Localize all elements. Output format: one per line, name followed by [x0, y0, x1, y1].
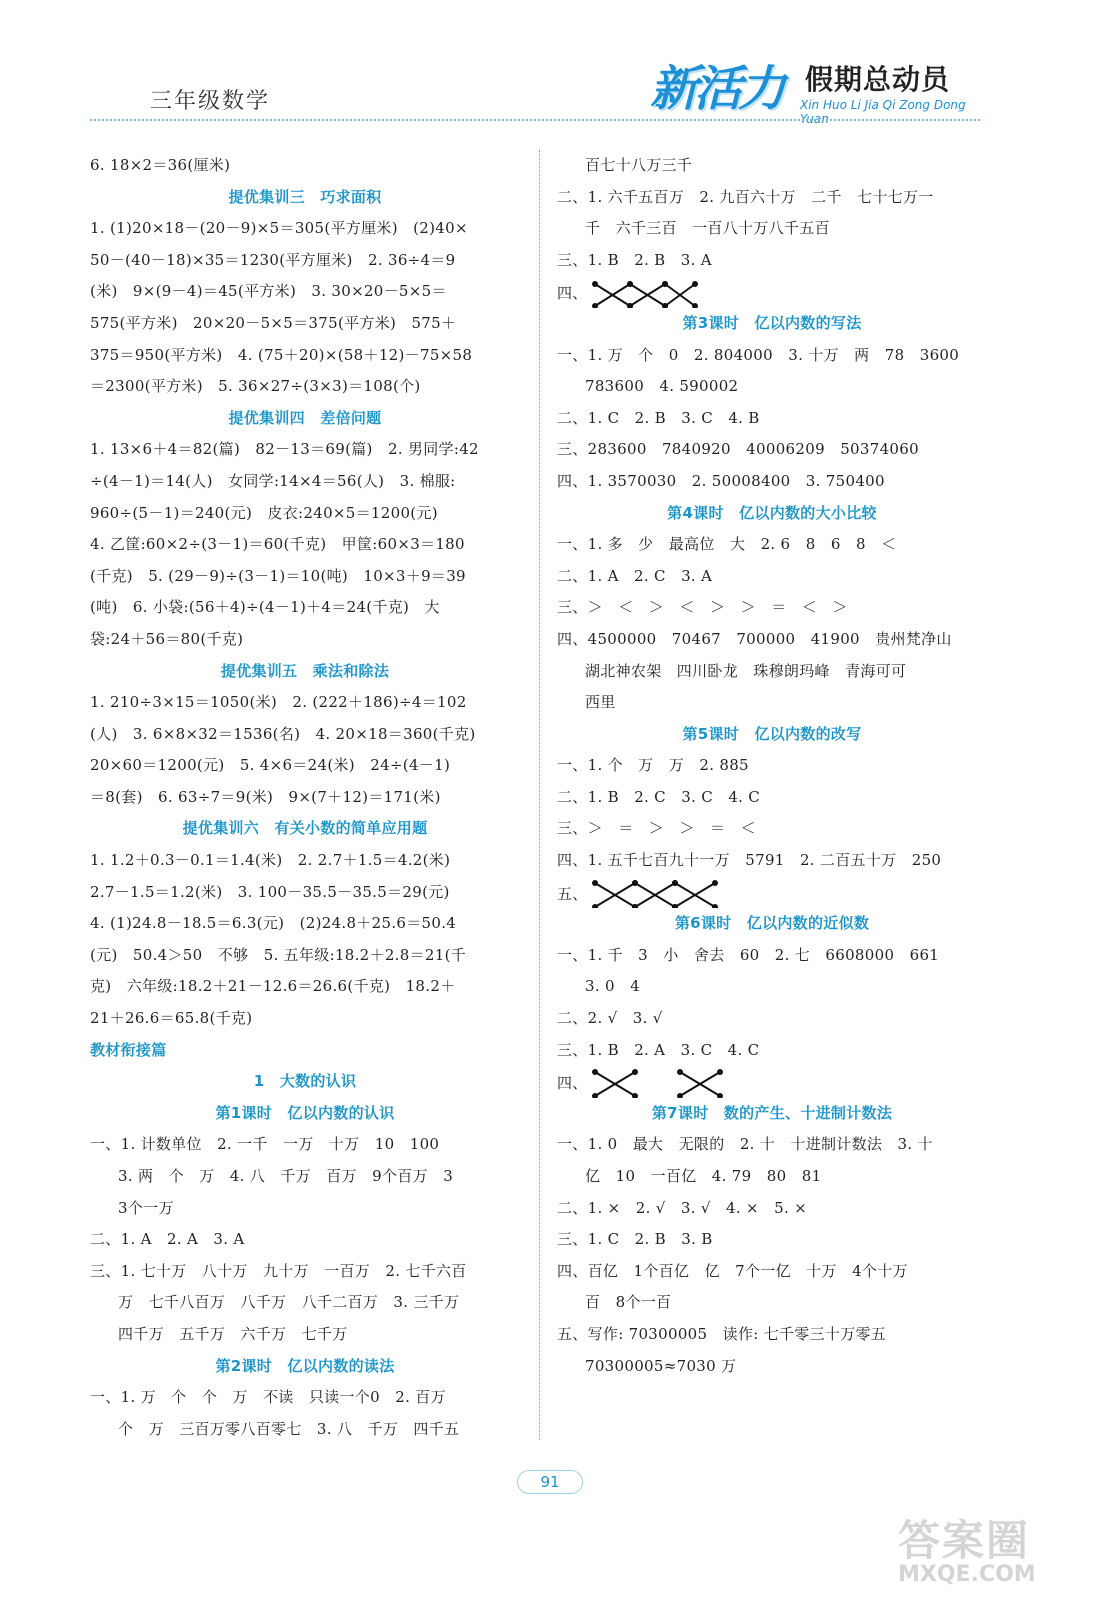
answer-line — [90, 940, 520, 972]
matching-dot — [712, 880, 718, 886]
answer-text: 3. 0 4 — [585, 977, 640, 996]
answer-text: 三、＞ ＝ ＞ ＞ ＝ ＜ — [557, 819, 756, 838]
answer-line — [557, 1066, 987, 1098]
answer-text: 一、1. 计数单位 2. 一千 一万 十万 10 100 — [90, 1135, 440, 1154]
answer-text: 70300005≈7030 万 — [585, 1356, 737, 1375]
answer-line — [557, 845, 987, 877]
answer-line — [90, 434, 520, 466]
matching-dot — [717, 1069, 723, 1075]
section-heading — [557, 308, 987, 340]
answer-text: 一、1. 千 3 小 舍去 60 2. 七 6608000 661 — [557, 945, 940, 964]
answer-line — [557, 1193, 987, 1225]
matching-lines-drawing — [590, 1066, 730, 1098]
answer-text: (人) 3. 6×8×32＝1536(名) 4. 20×18＝360(千克) — [90, 724, 476, 743]
matching-dot — [662, 281, 668, 287]
answer-line — [557, 434, 987, 466]
answer-text: 第5课时 亿以内数的改写 — [682, 724, 862, 743]
answer-line — [90, 340, 520, 372]
section-heading — [557, 908, 987, 940]
matching-lines-drawing — [590, 276, 700, 308]
answer-line — [557, 592, 987, 624]
answer-line — [90, 1003, 520, 1035]
answer-line — [557, 1003, 987, 1035]
answer-text: 20×60＝1200(元) 5. 4×6＝24(米) 24÷(4－1) — [90, 756, 451, 775]
answer-line — [90, 529, 520, 561]
answer-text: 教材衔接篇 — [90, 1040, 167, 1059]
answer-text: 五、写作: 70300005 读作: 七千零三十万零五 — [557, 1324, 887, 1343]
matching-dot — [592, 1069, 598, 1075]
answer-text: 一、1. 万 个 0 2. 804000 3. 十万 两 78 3600 — [557, 345, 960, 364]
section-heading — [90, 1035, 520, 1067]
matching-dot — [632, 880, 638, 886]
answer-text: 575(平方米) 20×20－5×5＝375(平方米) 575＋ — [90, 313, 457, 332]
watermark-logo: 答案圈 — [898, 1516, 1031, 1565]
answer-line — [90, 877, 520, 909]
answer-line — [90, 782, 520, 814]
answer-text: (元) 50.4＞50 不够 5. 五年级:18.2＋2.8＝21(千 — [90, 945, 467, 964]
answer-line — [557, 182, 987, 214]
answer-line — [557, 1161, 987, 1193]
answer-text: 四、 — [557, 284, 588, 303]
answer-line — [90, 1287, 520, 1319]
answer-line — [557, 1224, 987, 1256]
answer-line — [557, 971, 987, 1003]
answer-line — [557, 276, 987, 308]
answer-text: 提优集训六 有关小数的简单应用题 — [182, 819, 428, 838]
answer-line — [90, 1224, 520, 1256]
answer-text: 湖北神农架 四川卧龙 珠穆朗玛峰 青海可可 — [585, 661, 907, 680]
answer-text: 一、1. 多 少 最高位 大 2. 6 8 6 8 ＜ — [557, 535, 897, 554]
answer-line — [557, 1351, 987, 1383]
answer-line — [90, 1319, 520, 1351]
answer-line — [90, 687, 520, 719]
answer-line — [557, 813, 987, 845]
answer-text: (吨) 6. 小袋:(56＋4)÷(4－1)＋4＝24(千克) 大 — [90, 598, 440, 617]
matching-dot — [677, 1069, 683, 1075]
answer-text: 4. (1)24.8－18.5＝6.3(元) (2)24.8＋25.6＝50.4 — [90, 914, 457, 933]
answer-text: 三、1. B 2. A 3. C 4. C — [557, 1040, 760, 1059]
answer-line — [557, 150, 987, 182]
answer-text: 袋:24＋56＝80(千克) — [90, 629, 244, 648]
answer-text: 2.7－1.5＝1.2(米) 3. 100－35.5－35.5＝29(元) — [90, 882, 450, 901]
answer-line — [557, 1129, 987, 1161]
page-number: 91 — [517, 1470, 582, 1494]
answer-line — [90, 1129, 520, 1161]
column-divider — [539, 150, 540, 1440]
answer-text: 50－(40－18)×35＝1230(平方厘米) 2. 36÷4＝9 — [90, 250, 456, 269]
matching-dot — [672, 880, 678, 886]
answer-line — [90, 1161, 520, 1193]
answer-text: 二、1. A 2. A 3. A — [90, 1230, 245, 1249]
answer-line — [90, 371, 520, 403]
header-divider — [90, 119, 980, 121]
section-heading — [557, 1098, 987, 1130]
answer-line — [557, 782, 987, 814]
matching-dot — [632, 1069, 638, 1075]
section-heading — [90, 1066, 520, 1098]
answer-text: 一、1. 个 万 万 2. 885 — [557, 756, 749, 775]
answer-text: 三、283600 7840920 40006209 50374060 — [557, 440, 919, 459]
answer-text: 1. 13×6＋4＝82(篇) 82－13＝69(篇) 2. 男同学:42 — [90, 440, 479, 459]
answer-line — [557, 877, 987, 909]
answer-line — [557, 561, 987, 593]
answer-text: 个 万 三百万零八百零七 3. 八 千万 四千五 — [118, 1419, 460, 1438]
answer-text: ＝2300(平方米) 5. 36×27÷(3×3)＝108(个) — [90, 377, 421, 396]
answer-line — [90, 624, 520, 656]
section-heading — [90, 656, 520, 688]
answer-line — [557, 687, 987, 719]
matching-dot — [592, 281, 598, 287]
answer-text: 6. 18×2＝36(厘米) — [90, 156, 231, 174]
answer-text: 二、1. × 2. √ 3. √ 4. × 5. × — [557, 1198, 808, 1217]
answer-text: 三、1. B 2. B 3. A — [557, 250, 712, 269]
answer-line — [90, 308, 520, 340]
answer-text: 第7课时 数的产生、十进制计数法 — [651, 1103, 893, 1122]
answer-line — [90, 845, 520, 877]
section-heading — [90, 813, 520, 845]
answer-line — [557, 940, 987, 972]
answer-text: 四千万 五千万 六千万 七千万 — [118, 1324, 348, 1343]
answer-text: 375＝950(平方米) 4. (75＋20)×(58＋12)－75×58 — [90, 345, 473, 364]
answer-line — [90, 276, 520, 308]
answer-text: 3个一万 — [118, 1198, 174, 1217]
answer-text: 四、百亿 1个百亿 亿 7个一亿 十万 4个十万 — [557, 1261, 908, 1280]
answer-line — [557, 213, 987, 245]
answer-line — [557, 1287, 987, 1319]
answer-text: 二、2. √ 3. √ — [557, 1009, 663, 1028]
answer-line — [90, 971, 520, 1003]
matching-dot — [592, 880, 598, 886]
answer-line — [557, 403, 987, 435]
answer-text: 三、＞ ＜ ＞ ＜ ＞ ＞ ＝ ＜ ＞ — [557, 598, 848, 617]
answer-text: (米) 9×(9－4)＝45(平方米) 3. 30×20－5×5＝ — [90, 282, 447, 301]
answer-line — [90, 150, 520, 182]
section-heading — [557, 719, 987, 751]
answer-line — [557, 466, 987, 498]
answer-text: 第1课时 亿以内数的认识 — [215, 1103, 395, 1122]
answer-line — [557, 245, 987, 277]
brand-pinyin: Xin Huo Li Jia Qi Zong Dong Yuan — [800, 98, 966, 126]
right-column — [557, 150, 987, 1382]
answer-text: 四、1. 五千七百九十一万 5791 2. 二百五十万 250 — [557, 851, 942, 870]
answer-text: 4. 乙筐:60×2÷(3－1)＝60(千克) 甲筐:60×3＝180 — [90, 535, 465, 554]
answer-text: 百七十八万三千 — [585, 156, 693, 174]
matching-lines-drawing — [590, 877, 720, 909]
answer-text: 960÷(5－1)＝240(元) 皮衣:240×5＝1200(元) — [90, 503, 438, 522]
answer-text: ÷(4－1)＝14(人) 女同学:14×4＝56(人) 3. 棉服: — [90, 471, 456, 490]
answer-text: 一、1. 0 最大 无限的 2. 十 十进制计数法 3. 十 — [557, 1135, 933, 1154]
section-heading — [90, 182, 520, 214]
answer-line — [90, 719, 520, 751]
answer-text: 千 六千三百 一百八十万八千五百 — [585, 219, 830, 238]
section-heading — [90, 1351, 520, 1383]
answer-line — [90, 498, 520, 530]
answer-text: 四、1. 3570030 2. 50008400 3. 750400 — [557, 471, 885, 490]
answer-line — [90, 908, 520, 940]
answer-line — [90, 1414, 520, 1446]
answer-text: 西里 — [585, 693, 616, 712]
answer-text: 21＋26.6＝65.8(千克) — [90, 1009, 253, 1028]
answer-text: 万 七千八百万 八千万 八千二百万 3. 三千万 — [118, 1293, 460, 1312]
answer-text: 二、1. 六千五百万 2. 九百六十万 二千 七十七万一 — [557, 187, 934, 206]
answer-line — [90, 1193, 520, 1225]
answer-text: 二、1. A 2. C 3. A — [557, 566, 713, 585]
answer-line — [557, 1035, 987, 1067]
answer-text: 提优集训三 巧求面积 — [228, 187, 382, 206]
answer-text: 三、1. 七十万 八十万 九十万 一百万 2. 七千六百 — [90, 1261, 467, 1280]
answer-line — [90, 750, 520, 782]
answer-text: 第4课时 亿以内数的大小比较 — [667, 503, 877, 522]
answer-text: 1. 210÷3×15＝1050(米) 2. (222＋186)÷4＝102 — [90, 693, 467, 712]
answer-text: 百 8个一百 — [585, 1293, 672, 1312]
answer-text: 一、1. 万 个 个 万 不读 只读一个0 2. 百万 — [90, 1388, 446, 1407]
answer-line — [90, 592, 520, 624]
answer-line — [90, 213, 520, 245]
answer-line — [90, 561, 520, 593]
answer-text: 提优集训五 乘法和除法 — [220, 661, 390, 680]
answer-line — [90, 1382, 520, 1414]
matching-dot — [692, 281, 698, 287]
answer-text: 1. (1)20×18－(20－9)×5＝305(平方厘米) (2)40× — [90, 219, 468, 238]
answer-text: 783600 4. 590002 — [585, 377, 739, 396]
answer-text: 提优集训四 差倍问题 — [228, 408, 382, 427]
answer-text: 第6课时 亿以内数的近似数 — [674, 914, 870, 933]
section-heading — [557, 498, 987, 530]
answer-line — [557, 750, 987, 782]
answer-line — [557, 624, 987, 656]
answer-line — [557, 340, 987, 372]
answer-text: 二、1. C 2. B 3. C 4. B — [557, 408, 760, 427]
answer-line — [557, 656, 987, 688]
answer-line — [90, 1256, 520, 1288]
brand-name: 假期总动员 — [805, 63, 951, 96]
answer-line — [90, 245, 520, 277]
answer-text: ＝8(套) 6. 63÷7＝9(米) 9×(7＋12)＝171(米) — [90, 787, 441, 806]
page-number-area — [0, 1470, 1100, 1494]
brand-logo — [650, 50, 990, 125]
answer-text: 四、 — [557, 1074, 588, 1093]
answer-line — [557, 1256, 987, 1288]
answer-text: 克) 六年级:18.2＋21－12.6＝26.6(千克) 18.2＋ — [90, 977, 456, 996]
header-title: 三年级数学 — [150, 89, 271, 114]
answer-text: 1 大数的认识 — [253, 1072, 357, 1091]
answer-text: 五、 — [557, 884, 588, 903]
brand-logo-mark: 新活力 — [650, 61, 783, 117]
answer-line — [557, 529, 987, 561]
answer-text: 二、1. B 2. C 3. C 4. C — [557, 787, 761, 806]
answer-text: (千克) 5. (29－9)÷(3－1)＝10(吨) 10×3＋9＝39 — [90, 566, 466, 585]
watermark-url: MXQE.COM — [898, 1562, 1036, 1587]
answer-line — [557, 1319, 987, 1351]
matching-dot — [627, 281, 633, 287]
answer-text: 四、4500000 70467 700000 41900 贵州梵净山 — [557, 629, 952, 648]
answer-line — [557, 371, 987, 403]
answer-line — [90, 466, 520, 498]
answer-text: 亿 10 一百亿 4. 79 80 81 — [585, 1167, 822, 1185]
answer-text: 第2课时 亿以内数的读法 — [215, 1356, 395, 1375]
answer-text: 三、1. C 2. B 3. B — [557, 1230, 713, 1249]
section-heading — [90, 1098, 520, 1130]
answer-text: 第3课时 亿以内数的写法 — [682, 313, 862, 332]
answer-text: 3. 两 个 万 4. 八 千万 百万 9个百万 3 — [118, 1167, 454, 1185]
answer-text: 1. 1.2＋0.3－0.1＝1.4(米) 2. 2.7＋1.5＝4.2(米) — [90, 851, 451, 870]
watermark — [898, 1508, 1078, 1588]
left-column — [90, 150, 520, 1445]
section-heading — [90, 403, 520, 435]
